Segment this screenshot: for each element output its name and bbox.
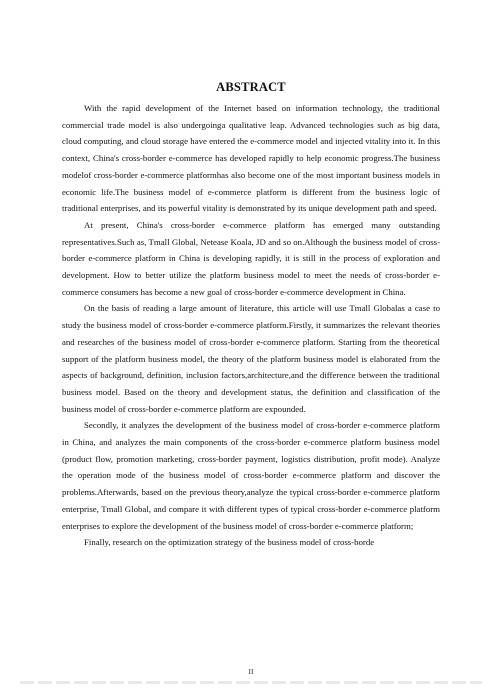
page-number: II bbox=[248, 667, 254, 676]
abstract-body bbox=[62, 100, 440, 551]
abstract-title: ABSTRACT bbox=[216, 80, 286, 94]
paragraph-2: At present, China's cross-border e-commerce platform has emerged many outstanding representatives.Such as, Tmall Global, Netease Koala, JD and so on.Although the business model of cross-border e-commerce platform in China is developing rapidly, it is still in the process of exploration and development. How to better utilize the platform business model to meet the needs of cross-border e-commerce consumers has become a new goal of cross-border e-commerce development in China. bbox=[62, 219, 440, 297]
paragraph-3: On the basis of reading a large amount of literature, this article will use Tmall Globalas a case to study the business model of cross-border e-commerce platform.Firstly, it summarizes the relevant theories and researches of the business model of cross-border e-commerce platform. Starting from the theoretical support of the platform business model, the theory of the platform business model is elaborated from the aspects of background, definition, inclusion factors,architecture,and the difference between the traditional business model. Based on the theory and development status, the definition and classification of the business model of cross-border e-commerce platform are expounded. bbox=[62, 303, 440, 414]
paragraph-4: Secondly, it analyzes the development of the business model of cross-border e-commerce platform in China, and analyzes the main components of the cross-border e-commerce platform business model (product flow, promotion marketing, cross-border payment, logistics distribution, profit mode). Analyze the operation mode of the business model of cross-border e-commerce platform and discover the problems.Afterwards, based on the previous theory,analyze the typical cross-border e-commerce platform enterprise, Tmall Global, and compare it with different types of typical cross-border e-commerce platform enterprises to explore the development of the business model of cross-border e-commerce platform; bbox=[62, 420, 440, 531]
paragraph-1: With the rapid development of the Internet based on information technology, the traditional commercial trade model is also undergoinga qualitative leap. Advanced technologies such as big data, cloud computing, and cloud storage have entered the e-commerce model and injected vitality into it. In this context, China's cross-border e-commerce has developed rapidly to help economic progress.The business modelof cross-border e-commerce platformhas also become one of the most important business models in economic life.The business model of e-commerce platform is different from the business logic of traditional enterprises, and its powerful vitality is demonstrated by its unique development path and speed. bbox=[62, 103, 440, 214]
paragraph-5: Finally, research on the optimization strategy of the business model of cross-borde bbox=[84, 537, 375, 548]
footer-decoration bbox=[20, 681, 482, 684]
